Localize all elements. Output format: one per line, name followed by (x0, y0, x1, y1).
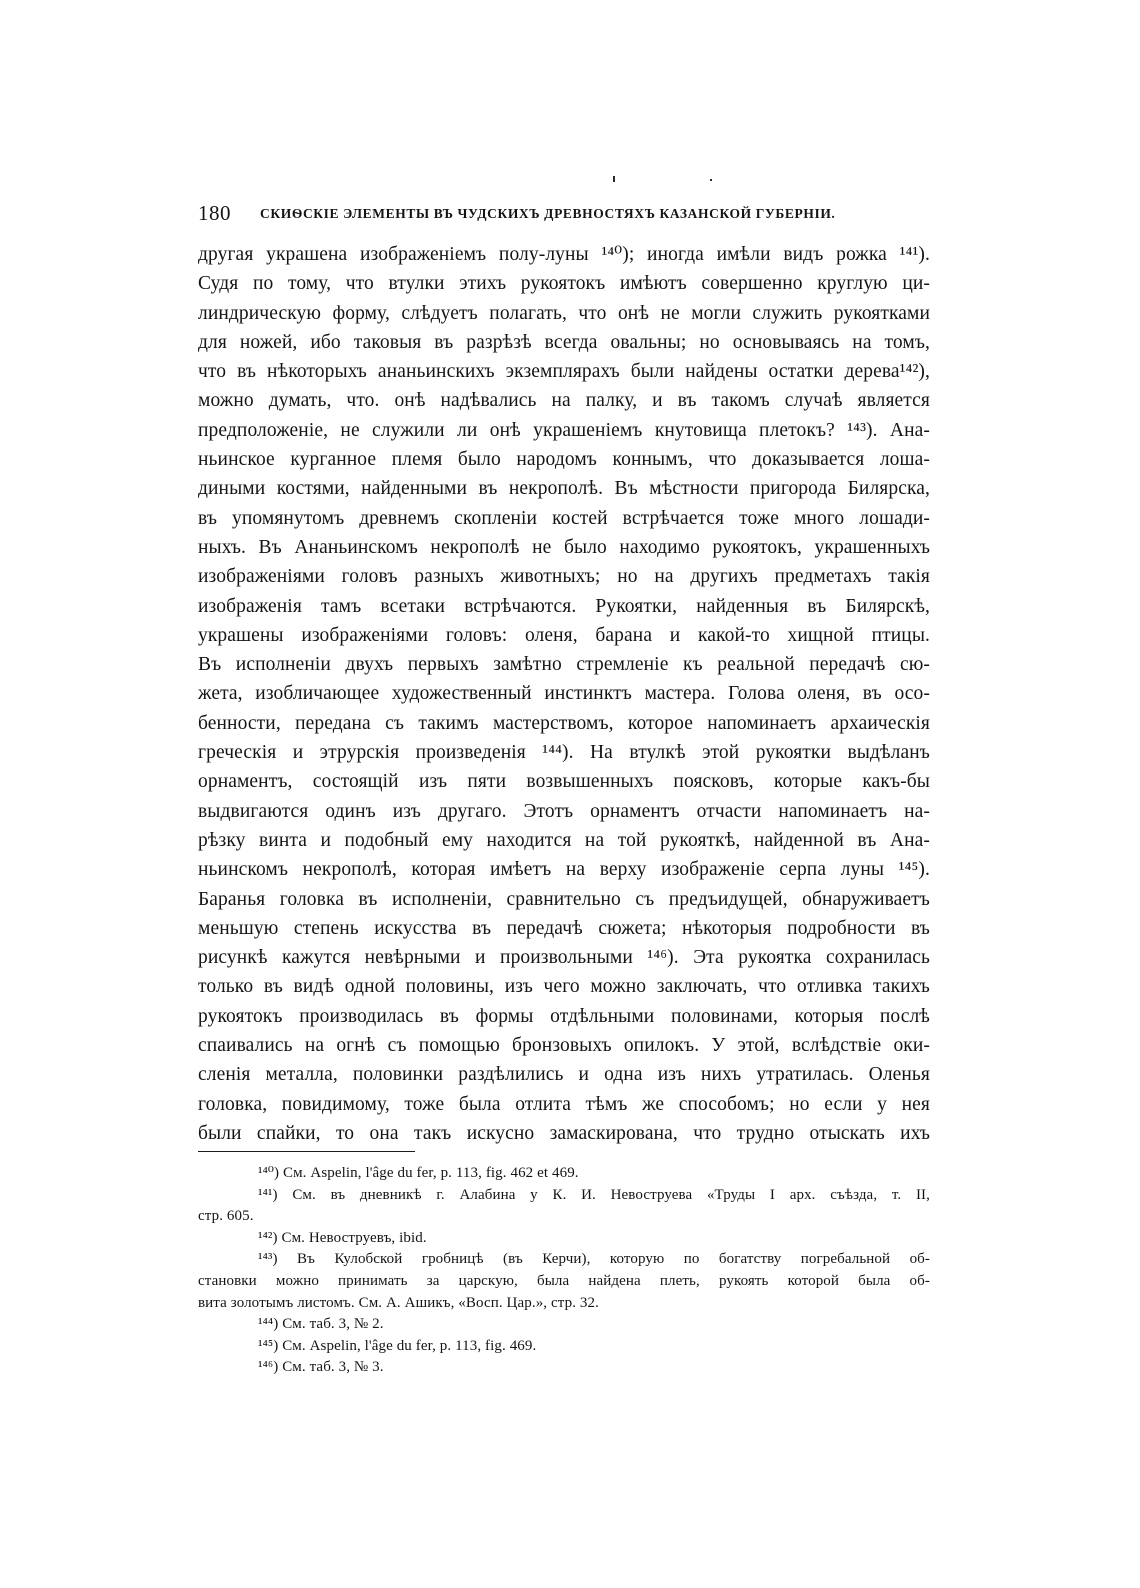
footnotes (198, 1163, 930, 1379)
footnote-143-continued: вита золотымъ листомъ. См. А. Ашикъ, «Восп. Цар.», стр. 32. (198, 1294, 599, 1311)
footnote-rule (198, 1151, 415, 1152)
text-line: головка, повидимому, тоже была отлита тѣмъ же способомъ; но если у нея (198, 1093, 930, 1115)
text-line: сленія металла, половинки раздѣлились и одна изъ нихъ утратилась. Оленья (198, 1064, 930, 1086)
text-line: предположеніе, не служили ли онѣ украшеніемъ кнутовища плетокъ? ¹⁴³). Ана- (198, 419, 930, 441)
running-head: СКИѲСКІЕ ЭЛЕМЕНТЫ ВЪ ЧУДСКИХЪ ДРЕВНОСТЯХЪ КАЗАНСКОЙ ГУБЕРНІИ. (260, 206, 836, 221)
text-line: выдвигаются одинъ изъ другаго. Этотъ орнаментъ отчасти напоминаетъ на- (198, 800, 930, 822)
text-line: ньинское курганное племя было народомъ коннымъ, что доказывается лоша- (198, 449, 930, 471)
text-line: линдрическую форму, слѣдуетъ полагать, что онѣ не могли служить рукоятками (198, 302, 930, 324)
text-line: рисункѣ кажутся невѣрными и произвольными ¹⁴⁶). Эта рукоятка сохранилась (198, 947, 930, 969)
text-line: Въ исполненіи двухъ первыхъ замѣтно стремленіе къ реальной передачѣ сю- (198, 654, 930, 676)
text-line: греческія и этрурскія произведенія ¹⁴⁴). На втулкѣ этой рукоятки выдѣланъ (198, 742, 930, 764)
footnote-146: ¹⁴⁶) См. таб. 3, № 3. (258, 1359, 384, 1376)
footnote-143-continued: становки можно принимать за царскую, была найдена плеть, рукоять которой была об- (198, 1272, 930, 1289)
text-line: спаивались на огнѣ съ помощью бронзовыхъ опилокъ. У этой, вслѣдствіе оки- (198, 1035, 930, 1057)
text-line: Судя по тому, что втулки этихъ рукоятокъ имѣютъ совершенно круглую ци- (198, 273, 930, 295)
footnote-144: ¹⁴⁴) См. таб. 3, № 2. (258, 1316, 384, 1333)
print-speck (613, 176, 615, 182)
print-speck (710, 179, 712, 181)
text-line: только въ видѣ одной половины, изъ чего можно заключать, что отливка такихъ (198, 976, 930, 998)
text-line: изображеніями головъ разныхъ животныхъ; но на другихъ предметахъ такія (198, 566, 930, 588)
page-header (198, 200, 930, 228)
text-line: жета, изобличающее художественный инстинктъ мастера. Голова оленя, въ осо- (198, 683, 930, 705)
text-line: украшены изображеніями головъ: оленя, барана и какой-то хищной птицы. (198, 624, 930, 646)
text-line: Баранья головка въ исполненіи, сравнительно съ предъидущей, обнаруживаетъ (198, 888, 930, 910)
body-text (198, 240, 930, 1148)
footnote-141: ¹⁴¹) См. въ дневникѣ г. Алабина у К. И. Невоструева «Труды I арх. съѣзда, т. II, (258, 1186, 930, 1203)
text-line: для ножей, ибо таковыя въ разрѣзѣ всегда овальны; но основываясь на томъ, (198, 331, 930, 353)
text-line: изображенія тамъ всетаки встрѣчаются. Рукоятки, найденныя въ Билярскѣ, (198, 595, 930, 617)
text-line: были спайки, то она такъ искусно замаскирована, что трудно отыскать ихъ (198, 1122, 930, 1144)
text-line: можно думать, что. онѣ надѣвались на палку, и въ такомъ случаѣ является (198, 390, 930, 412)
text-line: диными костями, найденными въ некрополѣ. Въ мѣстности пригорода Билярска, (198, 478, 930, 500)
footnote-145: ¹⁴⁵) См. Aspelin, l'âge du fer, p. 113, fig. 469. (258, 1337, 537, 1354)
text-line: другая украшена изображеніемъ полу-луны ¹⁴⁰); иногда имѣли видъ рожка ¹⁴¹). (198, 244, 930, 265)
text-line: въ упомянутомъ древнемъ скопленіи костей встрѣчается тоже много лошади- (198, 507, 930, 529)
footnote-140: ¹⁴⁰) См. Aspelin, l'âge du fer, p. 113, fig. 462 et 469. (258, 1165, 579, 1181)
footnote-143: ¹⁴³) Въ Кулобской гробницѣ (въ Керчи), которую по богатству погребальной об- (258, 1251, 930, 1268)
text-line: рукоятокъ производилась въ формы отдѣльными половинами, которыя послѣ (198, 1005, 930, 1027)
text-line: ныхъ. Въ Ананьинскомъ некрополѣ не было находимо рукоятокъ, украшенныхъ (198, 536, 930, 558)
text-line: орнаментъ, состоящій изъ пяти возвышенныхъ поясковъ, которые какъ-бы (198, 771, 930, 793)
text-line: что въ нѣкоторыхъ ананьинскихъ экземплярахъ были найдены остатки дерева¹⁴²), (198, 361, 930, 383)
text-line: ньинскомъ некрополѣ, которая имѣетъ на верху изображеніе серпа луны ¹⁴⁵). (198, 859, 930, 881)
footnote-141-continued: стр. 605. (198, 1208, 254, 1225)
text-line: меньшую степень искусства въ передачѣ сюжета; нѣкоторыя подробности въ (198, 917, 930, 939)
text-line: бенности, передана съ такимъ мастерствомъ, которое напоминаетъ архаическія (198, 712, 930, 734)
text-line: рѣзку винта и подобный ему находится на той рукояткѣ, найденной въ Ана- (198, 829, 930, 851)
page-number: 180 (198, 201, 231, 225)
footnote-142: ¹⁴²) См. Невоструевъ, ibid. (258, 1229, 427, 1246)
